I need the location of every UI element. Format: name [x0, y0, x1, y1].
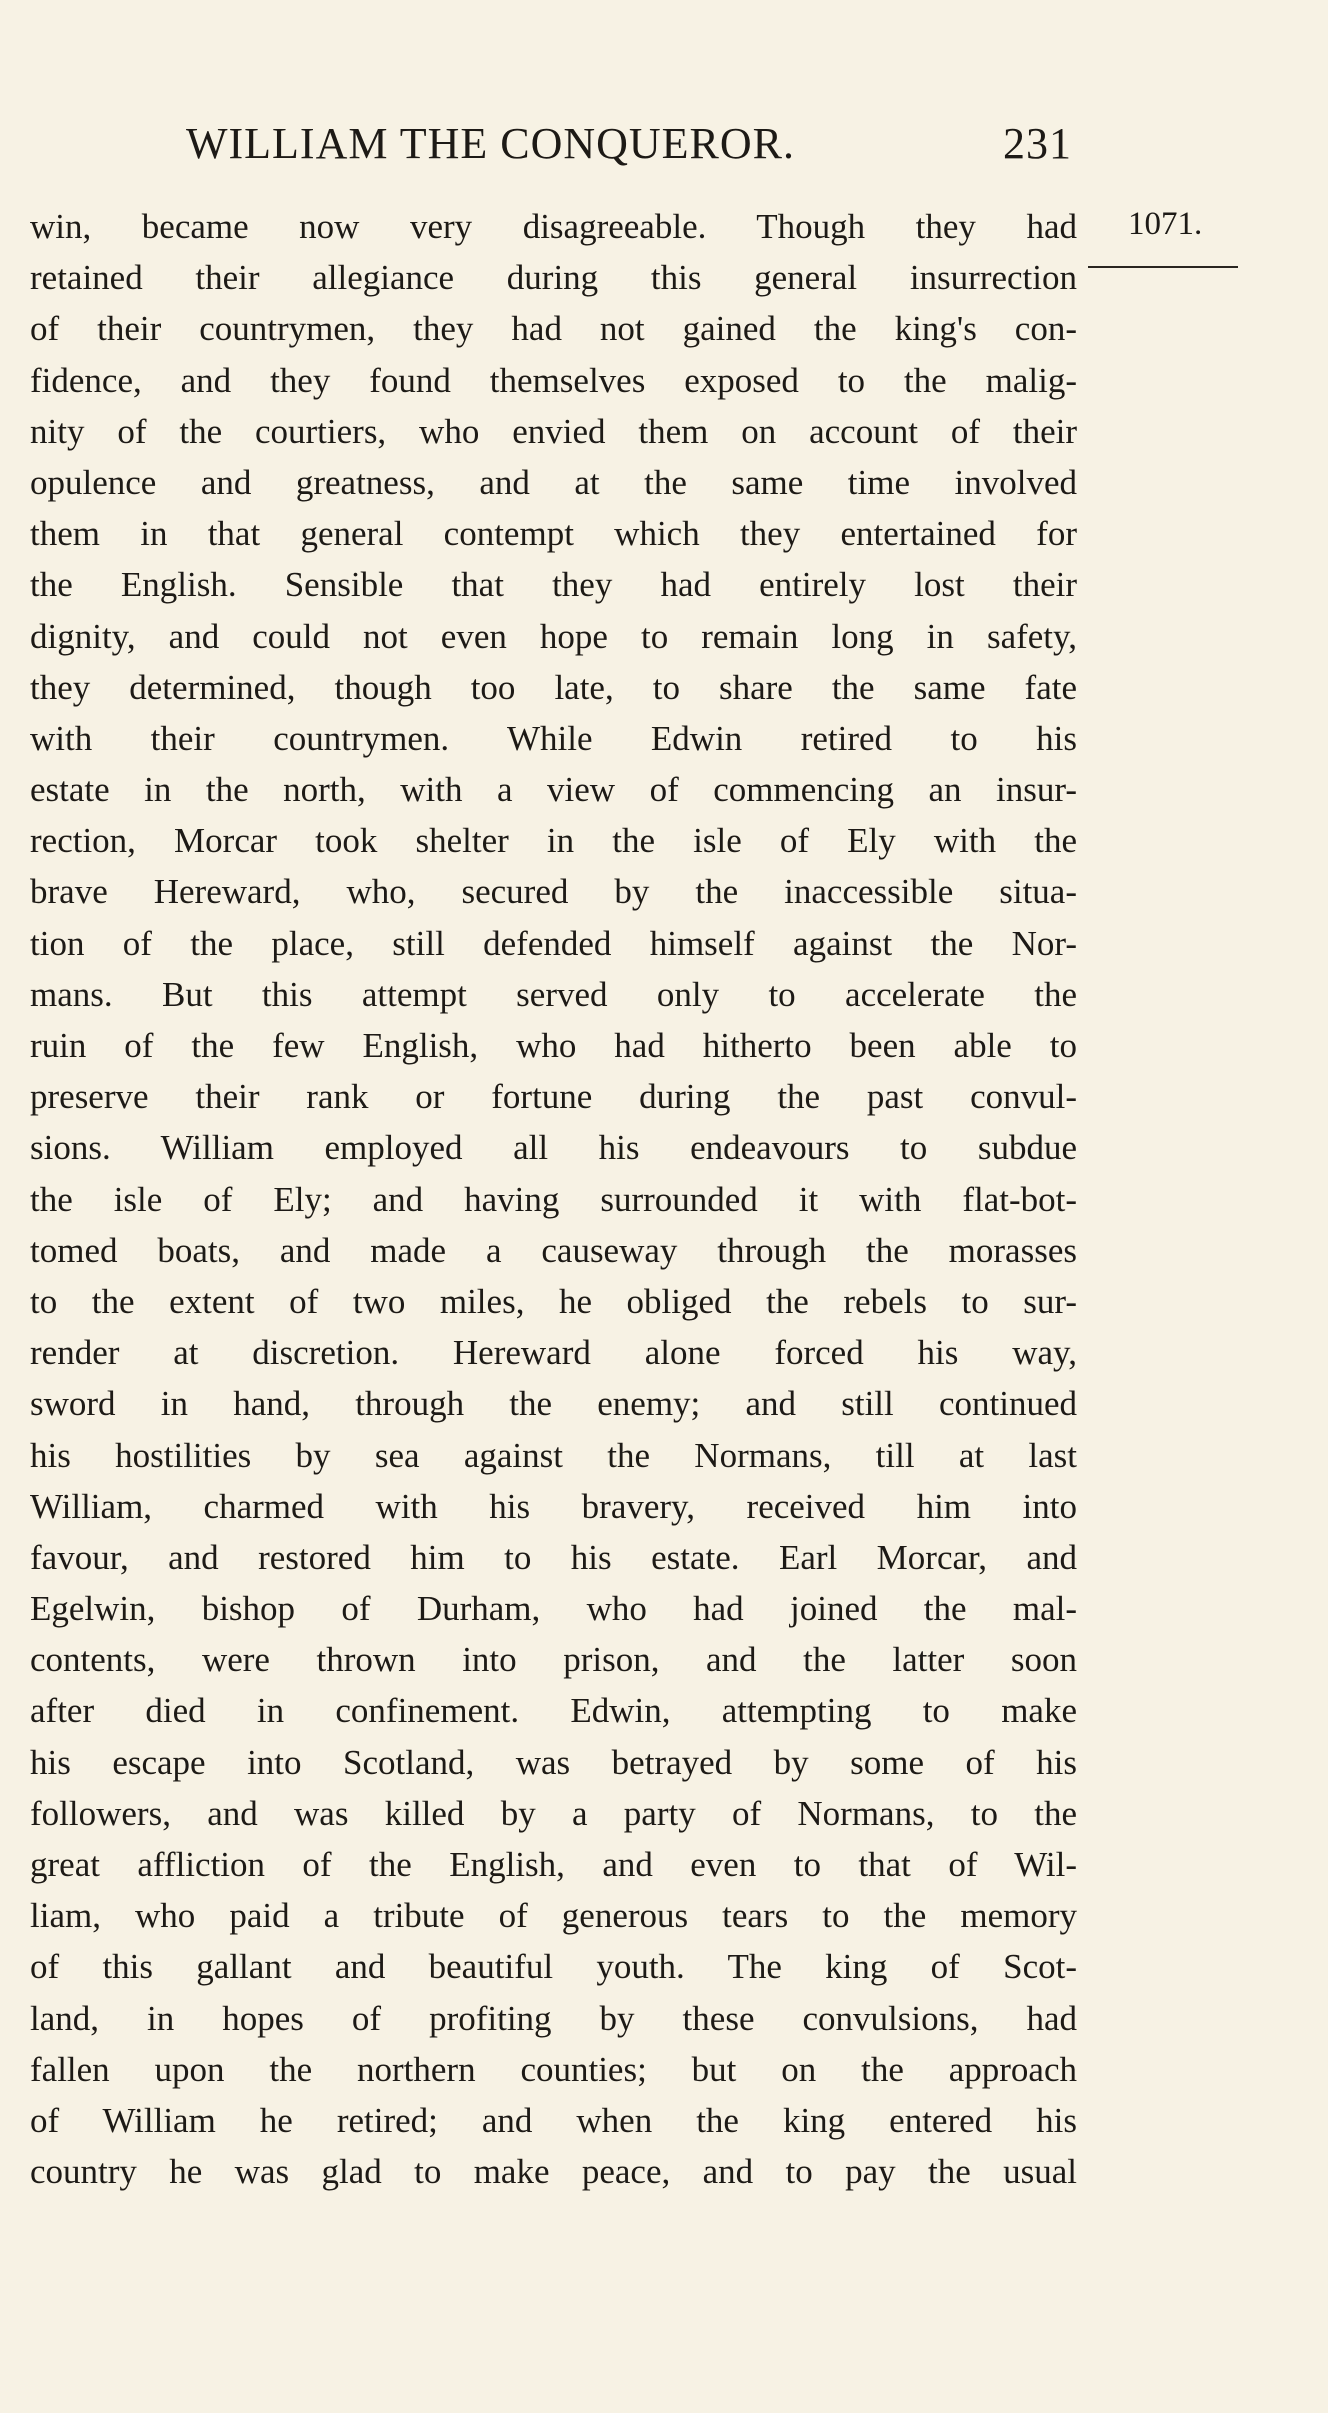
text-line: with their countrymen. While Edwin retired to his: [30, 718, 1077, 758]
text-line: nity of the courtiers, who envied them on account of their: [30, 411, 1077, 451]
text-line: of William he retired; and when the king entered his: [30, 2100, 1077, 2140]
text-line: Egelwin, bishop of Durham, who had joined the mal-: [30, 1589, 1077, 1629]
text-line: fidence, and they found themselves exposed to the malig-: [30, 360, 1077, 400]
text-line: they determined, though too late, to share the same fate: [30, 667, 1077, 707]
text-line: contents, were thrown into prison, and the latter soon: [30, 1640, 1077, 1680]
text-line: to the extent of two miles, he obliged the rebels to sur-: [30, 1281, 1077, 1321]
text-line: mans. But this attempt served only to accelerate the: [30, 974, 1077, 1014]
body-text: [30, 201, 1077, 2197]
text-line: favour, and restored him to his estate. Earl Morcar, and: [30, 1537, 1077, 1577]
running-title: WILLIAM THE CONQUEROR.: [186, 119, 796, 168]
text-line: his hostilities by sea against the Normans, till at last: [30, 1435, 1077, 1475]
text-line: ruin of the few English, who had hitherto been able to: [30, 1026, 1077, 1065]
text-line: after died in confinement. Edwin, attempting to make: [30, 1691, 1077, 1731]
text-line: the isle of Ely; and having surrounded it with flat-bot-: [30, 1179, 1077, 1219]
margin-year-note: 1071.: [1128, 206, 1203, 242]
running-head: [186, 118, 1072, 178]
text-line: estate in the north, with a view of commencing an insur-: [30, 770, 1077, 810]
text-line: retained their allegiance during this general insurrection: [30, 258, 1077, 298]
text-line: tion of the place, still defended himself against the Nor-: [30, 923, 1077, 963]
text-line: sions. William employed all his endeavours to subdue: [30, 1128, 1077, 1168]
text-line: land, in hopes of profiting by these convulsions, had: [30, 1998, 1077, 2038]
text-line: them in that general contempt which they entertained for: [30, 514, 1077, 554]
text-line: the English. Sensible that they had entirely lost their: [30, 565, 1077, 605]
text-line: country he was glad to make peace, and to pay the usual: [30, 2152, 1077, 2192]
text-line: followers, and was killed by a party of Normans, to the: [30, 1793, 1077, 1833]
text-line: of this gallant and beautiful youth. The king of Scot-: [30, 1947, 1077, 1987]
text-line: of their countrymen, they had not gained the king's con-: [30, 309, 1077, 349]
margin-rule: [1088, 266, 1238, 268]
text-line: his escape into Scotland, was betrayed by some of his: [30, 1742, 1077, 1782]
text-line: brave Hereward, who, secured by the inaccessible situa-: [30, 872, 1077, 912]
text-line: rection, Morcar took shelter in the isle of Ely with the: [30, 821, 1077, 861]
text-line: preserve their rank or fortune during the past convul-: [30, 1077, 1077, 1117]
text-line: win, became now very disagreeable. Though they had: [30, 207, 1077, 246]
text-line: William, charmed with his bravery, received him into: [30, 1486, 1077, 1526]
text-line: dignity, and could not even hope to remain long in safety,: [30, 616, 1077, 656]
text-line: great affliction of the English, and even to that of Wil-: [30, 1845, 1077, 1884]
text-line: fallen upon the northern counties; but on the approach: [30, 2049, 1077, 2089]
text-line: tomed boats, and made a causeway through the morasses: [30, 1230, 1077, 1270]
text-line: render at discretion. Hereward alone forced his way,: [30, 1333, 1077, 1373]
text-line: sword in hand, through the enemy; and still continued: [30, 1384, 1077, 1424]
text-line: liam, who paid a tribute of generous tears to the memory: [30, 1896, 1077, 1936]
text-line: opulence and greatness, and at the same time involved: [30, 462, 1077, 502]
page-number: 231: [1003, 119, 1072, 168]
